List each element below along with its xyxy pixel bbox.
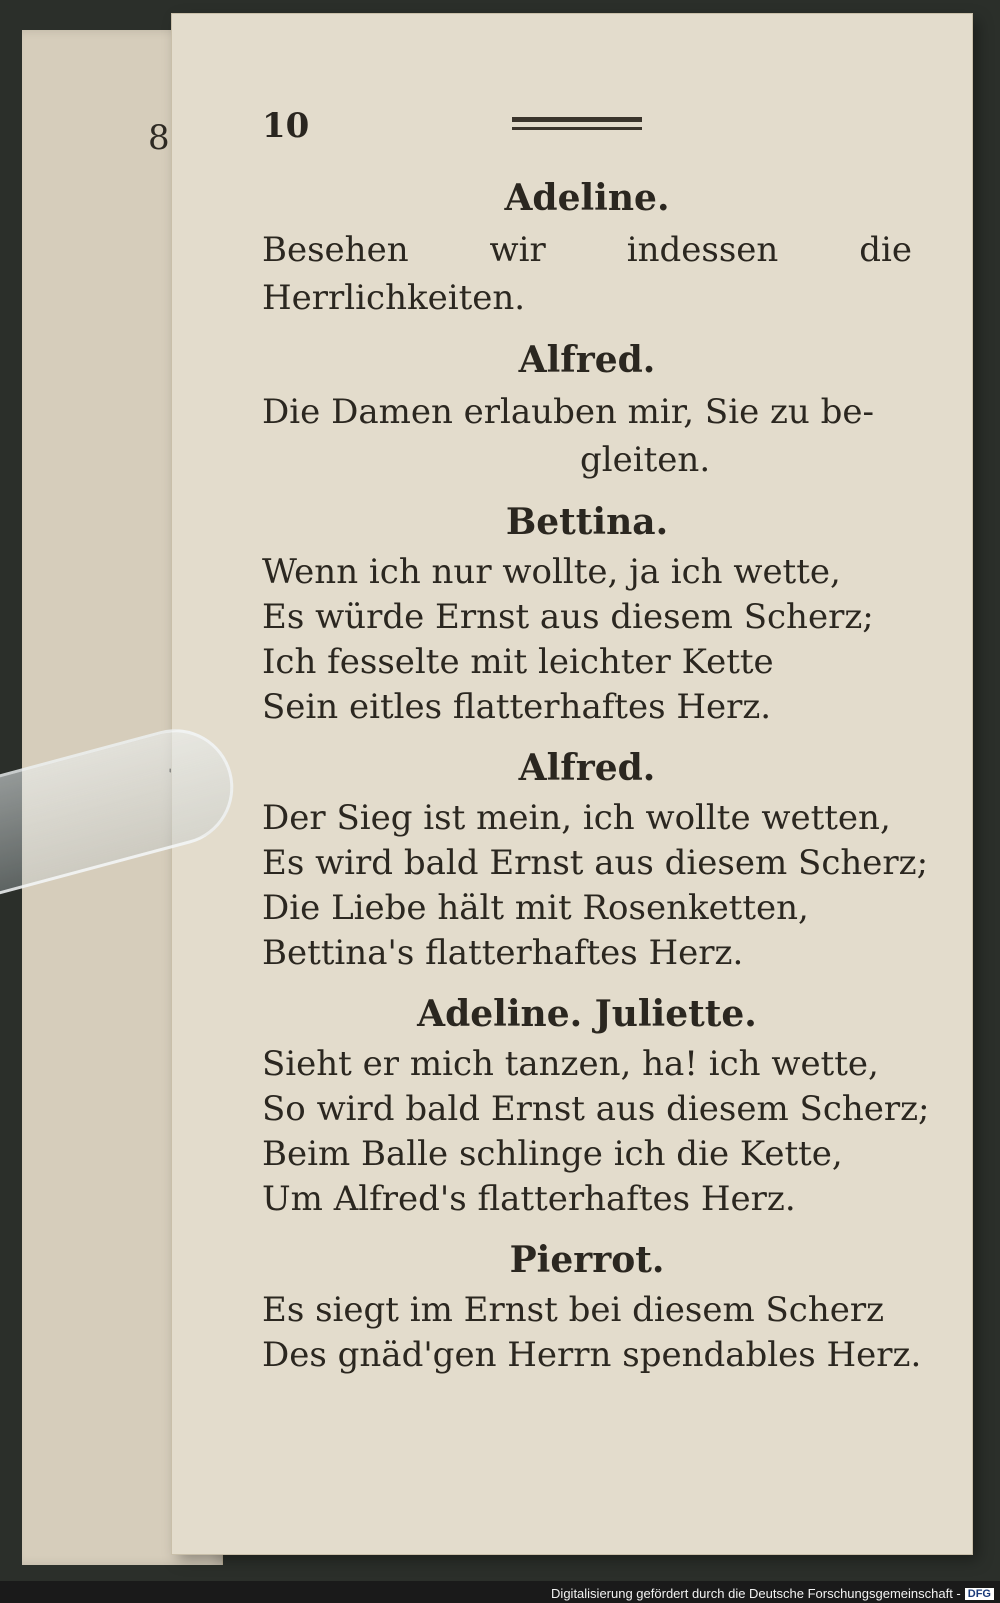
- speaker-name: Adeline. Juliette.: [417, 993, 757, 1035]
- verse-line: Ich fesselte mit leichter Kette: [262, 642, 774, 682]
- dfg-logo: DFG: [965, 1588, 994, 1600]
- speaker-name: Adeline.: [504, 177, 670, 219]
- verse-line: Der Sieg ist mein, ich wollte wetten,: [262, 798, 891, 838]
- underlying-page-number: 8: [148, 118, 170, 158]
- page-number: 10: [262, 106, 310, 146]
- speaker-name: Alfred.: [518, 747, 656, 789]
- prose-line: Besehen wir indessen die Herrlichkeiten.: [262, 230, 912, 318]
- verse-line: Sieht er mich tanzen, ha! ich wette,: [262, 1044, 879, 1084]
- verse-line: Es würde Ernst aus diesem Scherz;: [262, 597, 874, 637]
- verse-line: Die Liebe hält mit Rosenketten,: [262, 888, 809, 928]
- header-rule: [512, 117, 642, 122]
- speaker-name: Pierrot.: [509, 1239, 665, 1281]
- footer-text: Digitalisierung gefördert durch die Deutsche Forschungsgemeinschaft -: [551, 1586, 961, 1601]
- prose-line-continuation: gleiten.: [580, 440, 711, 480]
- verse-line: Sein eitles flatterhaftes Herz.: [262, 687, 772, 727]
- verse-line: Bettina's flatterhaftes Herz.: [262, 933, 744, 973]
- verse-line: Beim Balle schlinge ich die Kette,: [262, 1134, 843, 1174]
- speaker-name: Bettina.: [505, 501, 669, 543]
- verse-line: Um Alfred's flatterhaftes Herz.: [262, 1179, 796, 1219]
- prose-line: Die Damen erlauben mir, Sie zu be-: [262, 392, 874, 432]
- verse-line: So wird bald Ernst aus diesem Scherz;: [262, 1089, 930, 1129]
- header-rule-thin: [512, 127, 642, 130]
- speaker-name: Alfred.: [518, 339, 656, 381]
- page-text: [262, 170, 930, 1378]
- footer-credit: [551, 1586, 994, 1601]
- book-page: [172, 14, 972, 1554]
- verse-line: Des gnäd'gen Herrn spendables Herz.: [262, 1335, 922, 1375]
- verse-line: Es siegt im Ernst bei diesem Scherz: [262, 1290, 885, 1330]
- verse-line: Es wird bald Ernst aus diesem Scherz;: [262, 843, 929, 883]
- verse-line: Wenn ich nur wollte, ja ich wette,: [262, 552, 841, 592]
